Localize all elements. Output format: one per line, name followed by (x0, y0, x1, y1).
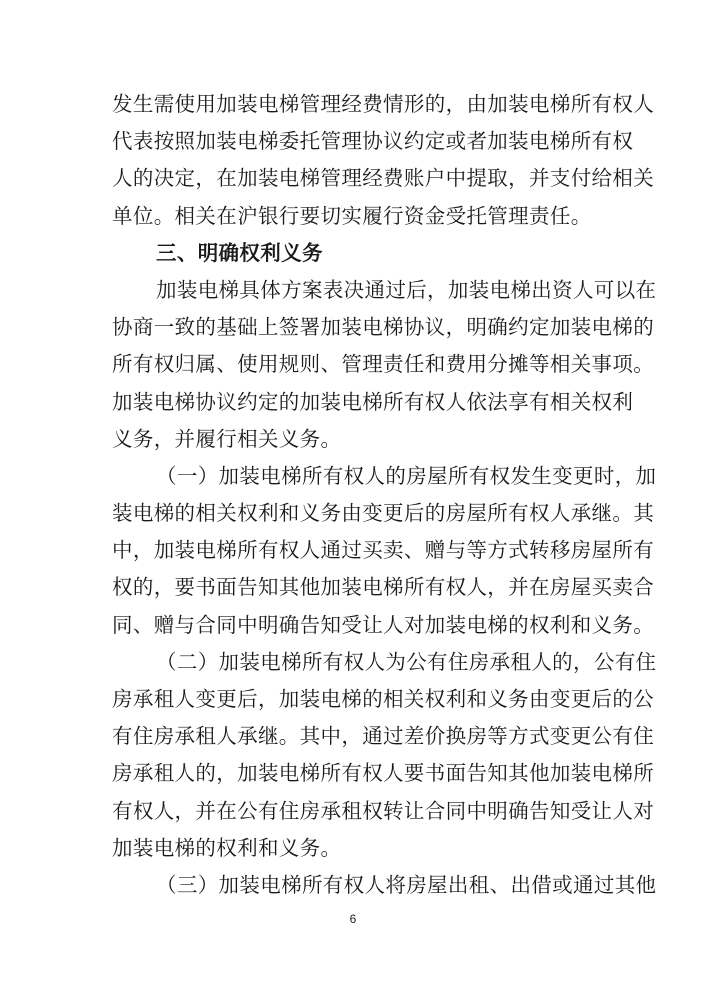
text-line: 同、赠与合同中明确告知受让人对加装电梯的权利和义务。 (112, 612, 655, 637)
text-line: 房承租人的，加装电梯所有权人要书面告知其他加装电梯所 (112, 761, 655, 786)
text-line: 中，加装电梯所有权人通过买卖、赠与等方式转移房屋所有 (112, 538, 655, 563)
text-line: 单位。相关在沪银行要切实履行资金受托管理责任。 (112, 203, 592, 228)
text-line: 有权人，并在公有住房承租权转让合同中明确告知受让人对 (112, 798, 655, 823)
text-line: 加装电梯具体方案表决通过后，加装电梯出资人可以在 (156, 277, 657, 302)
document-body (112, 86, 657, 904)
text-line: 权的，要书面告知其他加装电梯所有权人，并在房屋买卖合 (112, 575, 655, 600)
text-line: （二）加装电梯所有权人为公有住房承租人的，公有住 (156, 649, 657, 674)
text-line: 人的决定，在加装电梯管理经费账户中提取，并支付给相关 (112, 166, 655, 191)
text-line: 有住房承租人承继。其中，通过差价换房等方式变更公有住 (112, 724, 655, 749)
text-line: 加装电梯协议约定的加装电梯所有权人依法享有相关权利 (112, 389, 634, 414)
text-line: （一）加装电梯所有权人的房屋所有权发生变更时，加 (156, 463, 657, 488)
text-line: 发生需使用加装电梯管理经费情形的，由加装电梯所有权人 (112, 92, 655, 116)
text-line: 义务，并履行相关义务。 (112, 426, 342, 451)
text-line: 代表按照加装电梯委托管理协议约定或者加装电梯所有权 (112, 129, 634, 154)
text-line: 所有权归属、使用规则、管理责任和费用分摊等相关事项。 (112, 352, 655, 377)
text-line: （三）加装电梯所有权人将房屋出租、出借或通过其他 (156, 872, 657, 897)
section-heading: 三、明确权利义务 (156, 240, 323, 265)
text-line: 协商一致的基础上签署加装电梯协议，明确约定加装电梯的 (112, 315, 655, 340)
text-line: 加装电梯的权利和义务。 (112, 835, 342, 860)
page-number: 6 (349, 912, 357, 926)
text-line: 房承租人变更后，加装电梯的相关权利和义务由变更后的公 (112, 687, 655, 711)
text-line: 装电梯的相关权利和义务由变更后的房屋所有权人承继。其 (112, 501, 655, 526)
